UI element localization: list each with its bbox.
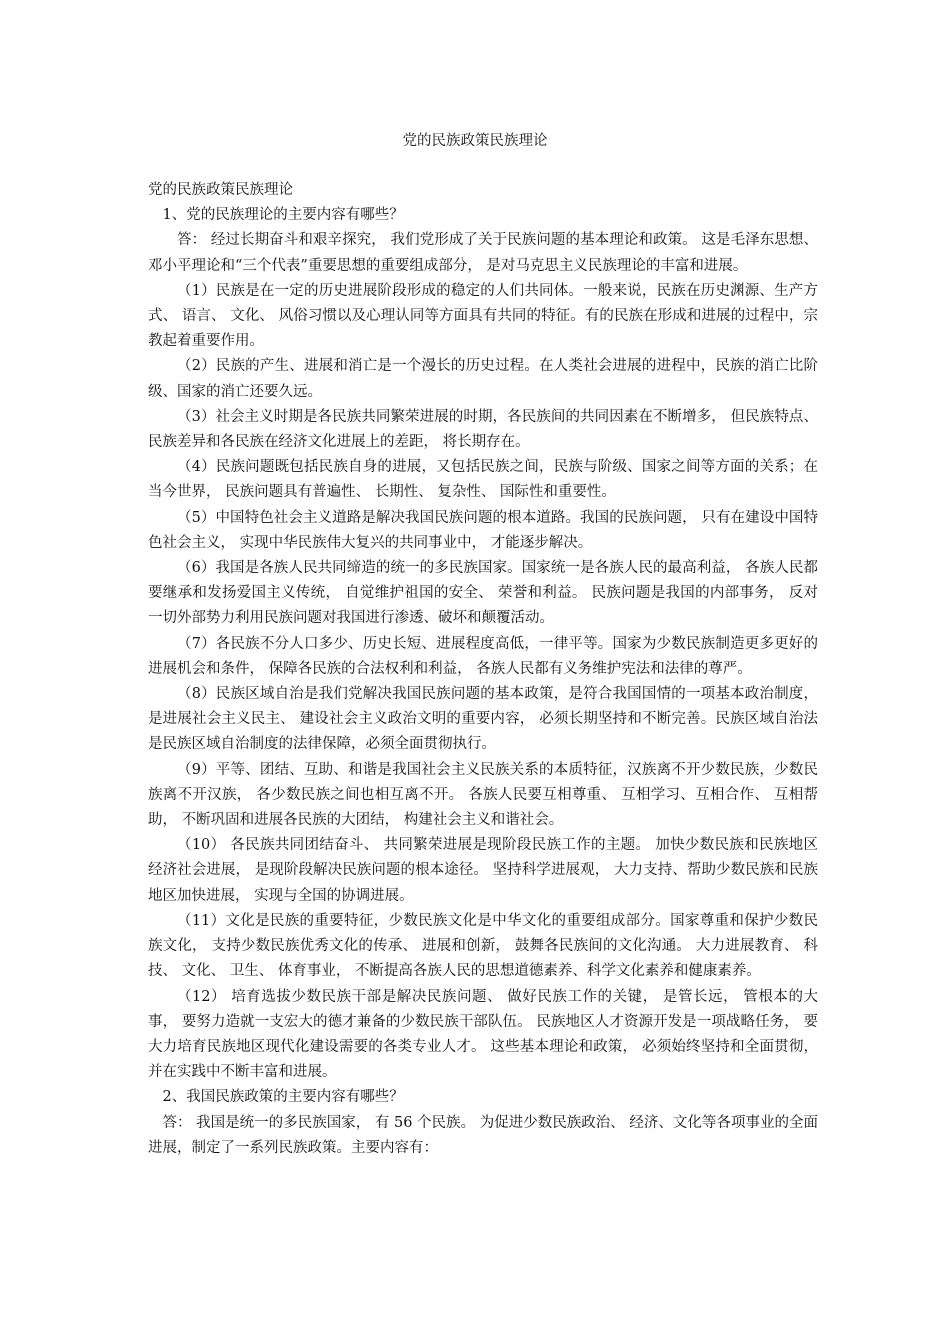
point-9: （9）平等、团结、互助、和谐是我国社会主义民族关系的本质特征，汉族离不开少数民族，少数民族离不开汉族， 各少数民族之间也相互离不开。 各族人民要互相尊重、 互相学习、互相合作、 互相帮助， 不断巩固和进展各民族的大团结， 构建社会主义和谐社会。 [148,761,818,829]
answer-1-intro: 答： 经过长期奋斗和艰辛探究， 我们党形成了关于民族问题的基本理论和政策。 这是毛泽东思想、 邓小平理论和“三个代表”重要思想的重要组成部分， 是对马克思主义民族理论的丰富和进展。 [148,232,818,274]
point-6: （6）我国是各族人民共同缔造的统一的多民族国家。国家统一是各族人民的最高利益， 各族人民都要继承和发扬爱国主义传统， 自觉维护祖国的安全、 荣誉和利益。 民族问题是我国的内部事务， 反对一切外部势力利用民族问题对我国进行渗透、破坏和颠覆活动。 [148,560,818,627]
point-5: （5）中国特色社会主义道路是解决我国民族问题的根本道路。我国的民族问题， 只有在建设中国特色社会主义， 实现中华民族伟大复兴的共同事业中， 才能逐步解决。 [148,509,818,551]
point-2: （2）民族的产生、进展和消亡是一个漫长的历史过程。在人类社会进展的进程中，民族的消亡比阶级、国家的消亡还要久远。 [148,358,818,400]
point-12: （12） 培育选拔少数民族干部是解决民族问题、 做好民族工作的关键， 是管长远， 管根本的大事， 要努力造就一支宏大的德才兼备的少数民族干部队伍。 民族地区人才资源开发是一项战略任务， 要大力培育民族地区现代化建设需要的各类专业人才。 这些基本理论和政策， 必须始终坚持和全面贯彻， 并在实践中不断丰富和进展。 [148,988,818,1081]
question-2: 2、我国民族政策的主要内容有哪些？ [162,1089,404,1106]
point-1: （1）民族是在一定的历史进展阶段形成的稳定的人们共同体。一般来说，民族在历史渊源、生产方式、 语言、 文化、 风俗习惯以及心理认同等方面具有共同的特征。有的民族在形成和进展的过程中，宗教起着重要作用。 [148,282,818,350]
answer-2-intro: 答： 我国是统一的多民族国家， 有 56 个民族。 为促进少数民族政治、 经济、文化等各项事业的全面进展，制定了一系列民族政策。主要内容有： [148,1114,818,1156]
point-7: （7）各民族不分人口多少、历史长短、进展程度高低，一律平等。国家为少数民族制造更多更好的进展机会和条件， 保障各民族的合法权利和利益， 各族人民都有义务维护宪法和法律的尊严。 [148,635,818,677]
section-heading: 党的民族政策民族理论 [148,182,293,198]
document-title: 党的民族政策民族理论 [402,133,548,149]
question-1: 1、党的民族理论的主要内容有哪些？ [162,207,404,224]
point-11: （11）文化是民族的重要特征，少数民族文化是中华文化的重要组成部分。国家尊重和保护少数民族文化， 支持少数民族优秀文化的传承、 进展和创新， 鼓舞各民族间的文化沟通。 大力进展教育、 科技、 文化、 卫生、 体育事业， 不断提高各族人民的思想道德素养、科学文化素养和健康素养。 [148,912,818,980]
document-body [148,178,818,1161]
point-10: （10） 各民族共同团结奋斗、 共同繁荣进展是现阶段民族工作的主题。 加快少数民族和民族地区经济社会进展， 是现阶段解决民族问题的根本途径。 坚持科学进展观， 大力支持、帮助少数民族和民族地区加快进展， 实现与全国的协调进展。 [148,837,818,904]
point-8: （8）民族区域自治是我们党解决我国民族问题的基本政策，是符合我国国情的一项基本政治制度， 是进展社会主义民主、 建设社会主义政治文明的重要内容， 必须长期坚持和不断完善。民族区域自治法是民族区域自治制度的法律保障，必须全面贯彻执行。 [148,686,818,753]
point-3: （3）社会主义时期是各民族共同繁荣进展的时期，各民族间的共同因素在不断增多， 但民族特点、 民族差异和各民族在经济文化进展上的差距， 将长期存在。 [148,408,818,451]
point-4: （4）民族问题既包括民族自身的进展，又包括民族之间，民族与阶级、国家之间等方面的关系；在当今世界， 民族问题具有普遍性、 长期性、 复杂性、 国际性和重要性。 [148,459,818,501]
